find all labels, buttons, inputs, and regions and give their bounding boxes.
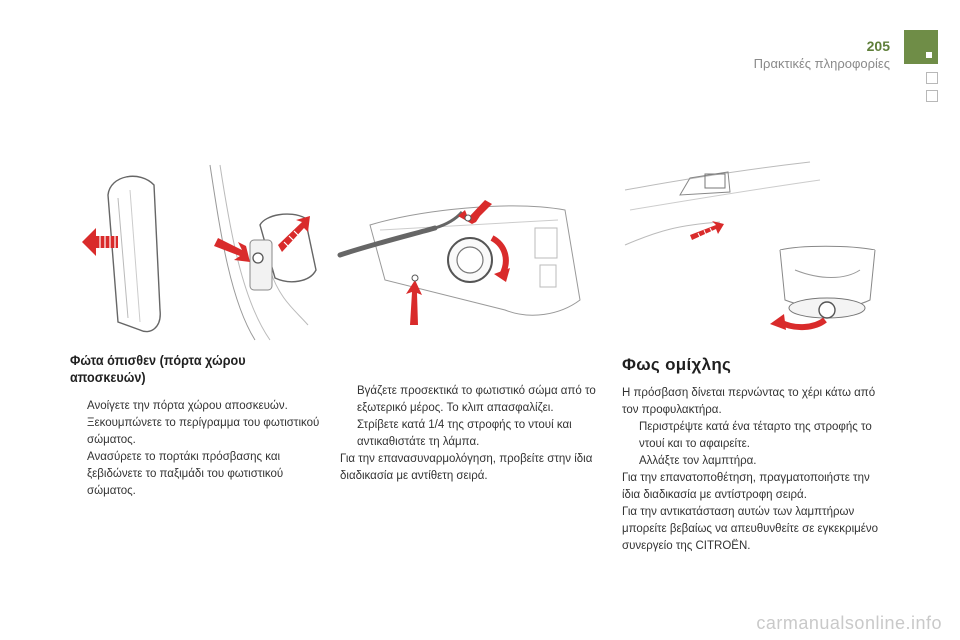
fog-lamp-socket-icon (819, 302, 835, 318)
rear-lamps-title: Φώτα όπισθεν (πόρτα χώρου αποσκευών) (70, 352, 246, 385)
chapter-tab-active (904, 30, 938, 64)
watermark: carmanualsonline.info (756, 613, 942, 633)
fog-lamp-column (622, 356, 890, 555)
trim-removal-illustration (70, 150, 320, 345)
middle-bullet-2: Στρίβετε κατά 1/4 της στροφής το ντουί και αντικαθιστάτε τη λάμπα. (357, 419, 572, 448)
fog-rotate-arrow-icon (780, 320, 825, 327)
section-header: Πρακτικές πληροφορίες (753, 56, 890, 71)
arrow-left-small-icon (690, 221, 724, 240)
page-number: 205 (866, 38, 890, 54)
middle-closing-paragraph: Για την επανασυναρμολόγηση, προβείτε στην ίδια διαδικασία με αντίθετη σειρά. (340, 453, 593, 482)
chapter-tab-box-2 (926, 90, 938, 102)
middle-bullet-1: Βγάζετε προσεκτικά το φωτιστικό σώμα από το εξωτερικό μέρος. Το κλιπ απασφαλίζει. (357, 385, 596, 414)
fog-lamp-paragraph-1: Για την επανατοποθέτηση, πραγματοποιήστε την ίδια διαδικασία με αντίστροφη σειρά. (622, 472, 870, 501)
left-bullet-1: Ανοίγετε την πόρτα χώρου αποσκευών. (87, 400, 288, 412)
left-bullet-3: Ανασύρετε το πορτάκι πρόσβασης και ξεβιδώνετε το παξιμάδι του φωτιστικού σώματος. (87, 451, 284, 497)
right-bullet-1: Περιστρέψτε κατά ένα τέταρτο της στροφής το ντουί και το αφαιρείτε. (639, 421, 872, 450)
lamp-replacement-column (340, 383, 600, 485)
nut-icon (253, 253, 263, 263)
rear-lamps-column (70, 352, 325, 500)
chapter-tab-box-1 (926, 72, 938, 84)
fog-lamp-intro: Η πρόσβαση δίνεται περνώντας το χέρι κάτω από τον προφυλακτήρα. (622, 387, 876, 416)
left-bullet-2: Ξεκουμπώνετε το περίγραμμα του φωτιστικού σώματος. (87, 417, 320, 446)
fog-lamp-title: Φως ομίχλης (622, 355, 732, 374)
right-bullet-2: Αλλάξτε τον λαμπτήρα. (639, 455, 757, 467)
fog-lamp-illustration (620, 150, 890, 345)
fog-lamp-paragraph-2: Για την αντικατάσταση αυτών των λαμπτήρων μπορείτε βεβαίως να απευθυνθείτε σε εγκεκριμένο συνεργείο της CITROËN. (622, 506, 879, 552)
arrow-right-icon (214, 238, 250, 262)
lamp-body-illustration (330, 150, 590, 345)
